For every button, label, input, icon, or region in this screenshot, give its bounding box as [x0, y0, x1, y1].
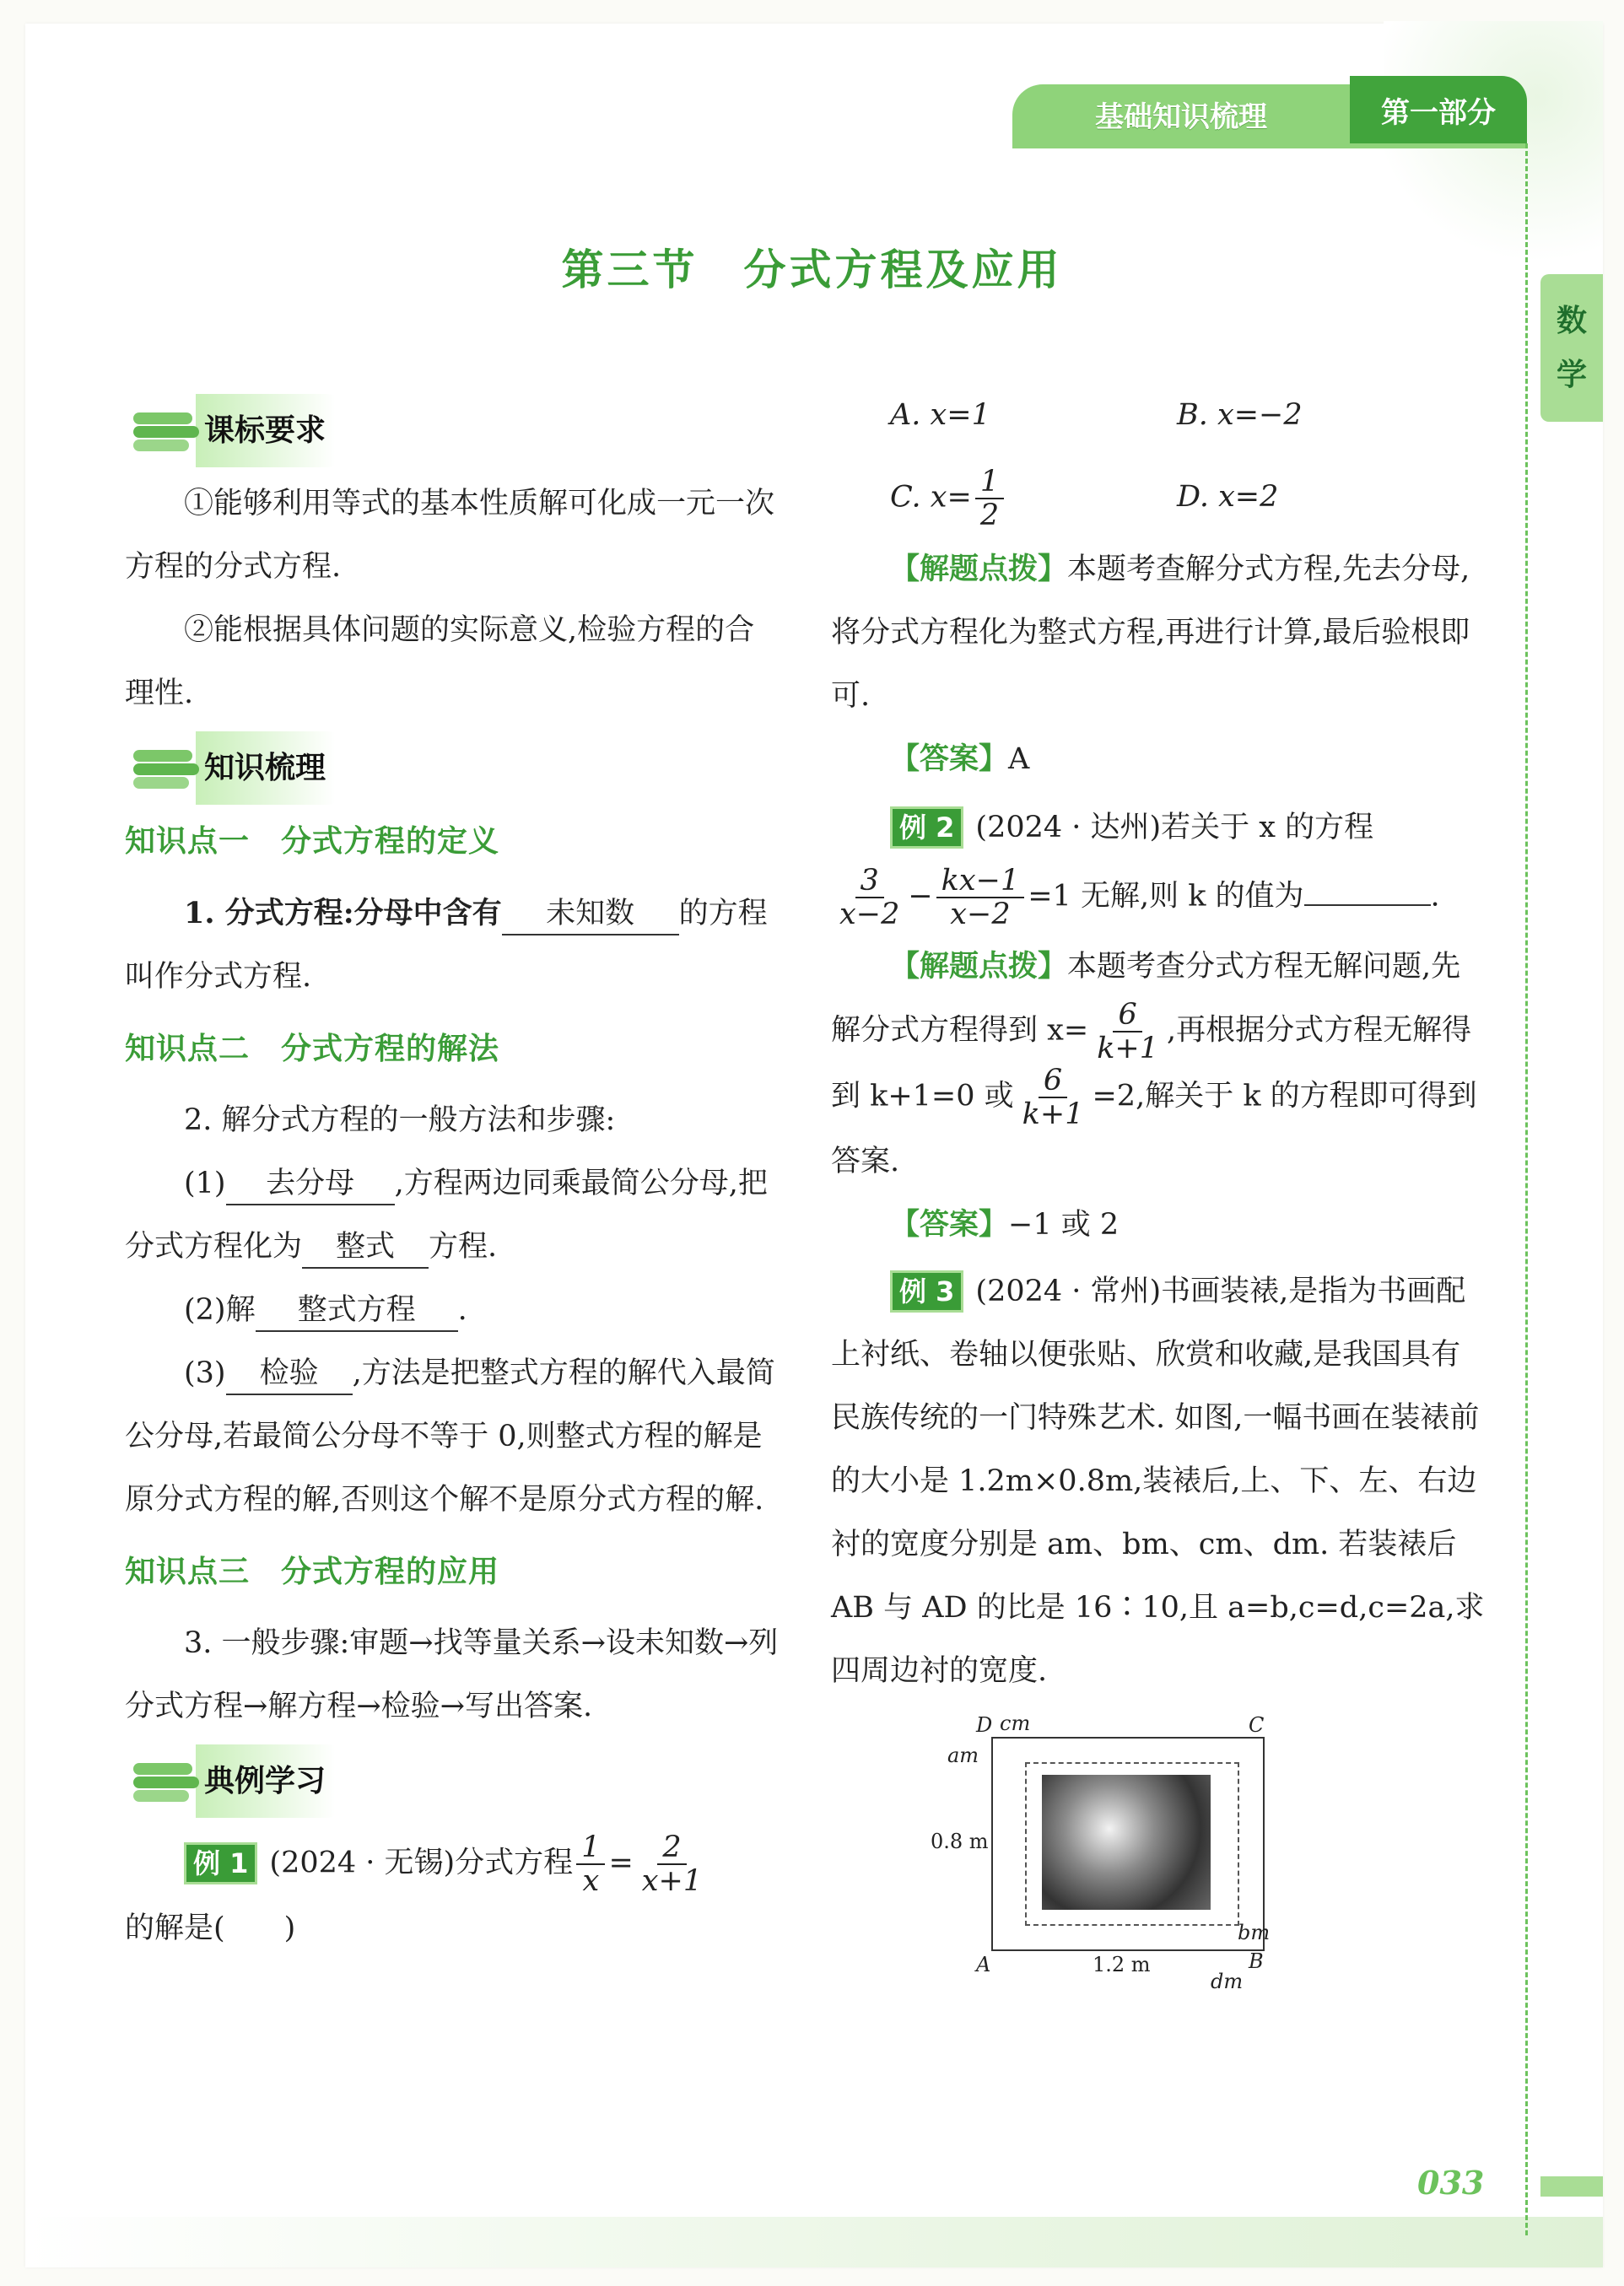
example-2 [831, 796, 1489, 860]
option-a: A. x=1 [890, 398, 990, 432]
fraction [975, 466, 1004, 531]
header-part-tab: 第一部分 [1350, 76, 1527, 143]
step-1-pre: (1) [184, 1167, 226, 1200]
blank-step-1b: 整式 [302, 1227, 429, 1269]
label-width: 1.2 m [1093, 1953, 1151, 1976]
example-3-text: (2024 · 常州)书画装裱,是指为书画配上衬纸、卷轴以便张贴、欣赏和收藏,是我国具有民族传统的一门特殊艺术. 如图,一幅书画在装裱前的大小是 1.2m×0.8m,装裱后,上、下、左、右边衬的宽度分别是 am、bm、cm、dm. 若装裱后 AB 与 AD 的比是 16∶10,且 a=b,c=d,c=2a,求四周边衬的宽度. [831, 1275, 1485, 1688]
blank-unknown: 未知数 [502, 893, 679, 935]
requirement-1: ①能够利用等式的基本性质解可化成一元一次方程的分式方程. [125, 487, 775, 584]
step-3-post: ,方法是把整式方程的解代入最简公分母,若最简公分母不等于 0,则整式方程的解是原分式方程的解,否则这个解不是原分式方程的解. [125, 1356, 775, 1517]
fraction-numerator: 1 [576, 1831, 605, 1865]
header-section-tab: 基础知识梳理 [1012, 84, 1350, 143]
label-bm: bm [1238, 1921, 1271, 1944]
example-badge: 例 3 [890, 1270, 963, 1313]
hint-label: 【解题点拨】 [890, 553, 1068, 586]
fraction-denominator: x [582, 1864, 600, 1898]
example-2-equation [831, 865, 1489, 930]
banner-examples [125, 1747, 783, 1814]
answer-1 [831, 728, 1489, 791]
label-a: A [976, 1953, 991, 1976]
page-number: 033 [1417, 2164, 1485, 2202]
example-badge: 例 1 [184, 1842, 257, 1884]
answer-1-text: A [1008, 742, 1030, 776]
fraction [1092, 999, 1163, 1065]
step-2 [125, 1279, 783, 1342]
answer-2-text: −1 或 2 [1008, 1208, 1120, 1242]
banner-knowledge [125, 734, 783, 801]
item-1 [125, 882, 783, 1009]
step-3-pre: (3) [184, 1356, 226, 1390]
item-1-tail: 的方程叫作分式方程. [125, 897, 768, 994]
answer-label: 【答案】 [890, 1208, 1009, 1242]
blank-step-3: 检验 [226, 1353, 353, 1395]
example-2-text: (2024 · 达州)若关于 x 的方程 [975, 811, 1374, 844]
example-2-tail: =1 无解,则 k 的值为 [1028, 879, 1304, 914]
label-cm: cm [1000, 1712, 1031, 1735]
blank-step-2: 整式方程 [256, 1290, 458, 1332]
books-icon [125, 1751, 209, 1810]
label-am: am [947, 1744, 979, 1767]
hint-2-text-a: 本题考查分式方程无解问题,先解分式方程得到 x= [831, 950, 1461, 1048]
option-c [890, 466, 1177, 531]
example-badge: 例 2 [890, 806, 963, 849]
painting-image [1042, 1775, 1211, 1910]
example-1-text: (2024 · 无锡)分式方程 [269, 1846, 574, 1880]
option-d: D. x=2 [1177, 480, 1279, 514]
header-rule [1012, 143, 1527, 148]
banner-label: 知识梳理 [196, 731, 351, 805]
banner-curriculum [125, 396, 783, 464]
fraction [834, 865, 904, 930]
section-title: 第三节 分式方程及应用 [561, 245, 1063, 294]
fraction-numerator: 3 [855, 865, 884, 898]
example-2-end: . [1430, 879, 1440, 914]
fraction-numerator: 6 [1113, 999, 1141, 1032]
mounting-figure [924, 1712, 1278, 1998]
right-column [831, 384, 1489, 1998]
fraction [1017, 1065, 1089, 1130]
label-b: B [1249, 1949, 1264, 1973]
answer-label: 【答案】 [890, 742, 1009, 776]
fraction-denominator: k+1 [1022, 1097, 1084, 1131]
item-3: 3. 一般步骤:审题→找等量关系→设未知数→列分式方程→解方程→检验→写出答案. [125, 1626, 779, 1723]
fraction [576, 1831, 605, 1897]
fraction-denominator: x−2 [950, 898, 1011, 931]
step-1 [125, 1152, 783, 1279]
fraction-denominator: k+1 [1097, 1032, 1159, 1065]
hint-1-text: 本题考查解分式方程,先去分母,将分式方程化为整式方程,再进行计算,最后验根即可. [831, 553, 1470, 713]
page-number-bar [1540, 2176, 1603, 2197]
item-2: 2. 解分式方程的一般方法和步骤: [184, 1103, 616, 1137]
step-2-pre: (2)解 [184, 1293, 256, 1327]
option-b: B. x=−2 [1177, 398, 1303, 432]
hint-1 [831, 538, 1489, 728]
hint-2-text-c: =2,解关于 k 的方程即可得到答案. [831, 1079, 1477, 1178]
item-1-text: 1. 分式方程:分母中含有 [184, 896, 502, 930]
fraction-numerator: 2 [657, 1831, 686, 1865]
fraction-numerator: kx−1 [936, 865, 1025, 898]
left-column [125, 396, 783, 1960]
minus-sign: − [908, 879, 933, 914]
decorative-footer [25, 2217, 1603, 2267]
answer-2 [831, 1194, 1489, 1257]
subject-char-1: 数 [1556, 303, 1587, 338]
knowledge-point-3: 知识点三 分式方程的应用 [125, 1555, 500, 1589]
fraction-denominator: 2 [979, 499, 1000, 532]
label-dm: dm [1211, 1970, 1244, 1993]
blank-step-1: 去分母 [226, 1163, 395, 1205]
banner-label: 课标要求 [196, 394, 351, 467]
answer-blank [1304, 904, 1431, 906]
label-d: D [976, 1713, 993, 1737]
step-3 [125, 1342, 783, 1532]
knowledge-point-2: 知识点二 分式方程的解法 [125, 1032, 500, 1066]
step-1-mid: ,方程两边同乘最简公分母,把分式方程化为 [125, 1167, 768, 1264]
equals-sign: = [608, 1846, 634, 1880]
label-height: 0.8 m [931, 1830, 989, 1853]
fraction [936, 865, 1025, 930]
subject-char-2: 学 [1556, 357, 1587, 392]
knowledge-point-1: 知识点一 分式方程的定义 [125, 824, 500, 859]
hint-2 [831, 935, 1489, 1194]
step-2-post: . [457, 1293, 467, 1327]
fraction [637, 1831, 707, 1897]
hint-label: 【解题点拨】 [890, 950, 1068, 984]
banner-label: 典例学习 [196, 1744, 351, 1818]
example-1-tail: 的解是( ) [125, 1911, 296, 1945]
fraction-numerator: 1 [975, 466, 1004, 499]
fraction-numerator: 6 [1039, 1065, 1067, 1098]
fraction-denominator: x−2 [839, 898, 900, 931]
choices [831, 384, 1489, 531]
example-3 [831, 1260, 1489, 1703]
books-icon [125, 738, 209, 797]
option-c-text: C. x= [890, 480, 972, 515]
fraction-denominator: x+1 [641, 1864, 703, 1898]
hint-2-text-b: ,再根据分式方程无解得到 k+1=0 或 [831, 1013, 1472, 1113]
books-icon [125, 401, 209, 460]
requirement-2: ②能根据具体问题的实际意义,检验方程的合理性. [125, 613, 755, 710]
margin-dashed-line [1525, 143, 1528, 2235]
label-c: C [1249, 1713, 1265, 1737]
step-1-post: 方程. [429, 1230, 498, 1264]
example-1 [125, 1831, 783, 1897]
